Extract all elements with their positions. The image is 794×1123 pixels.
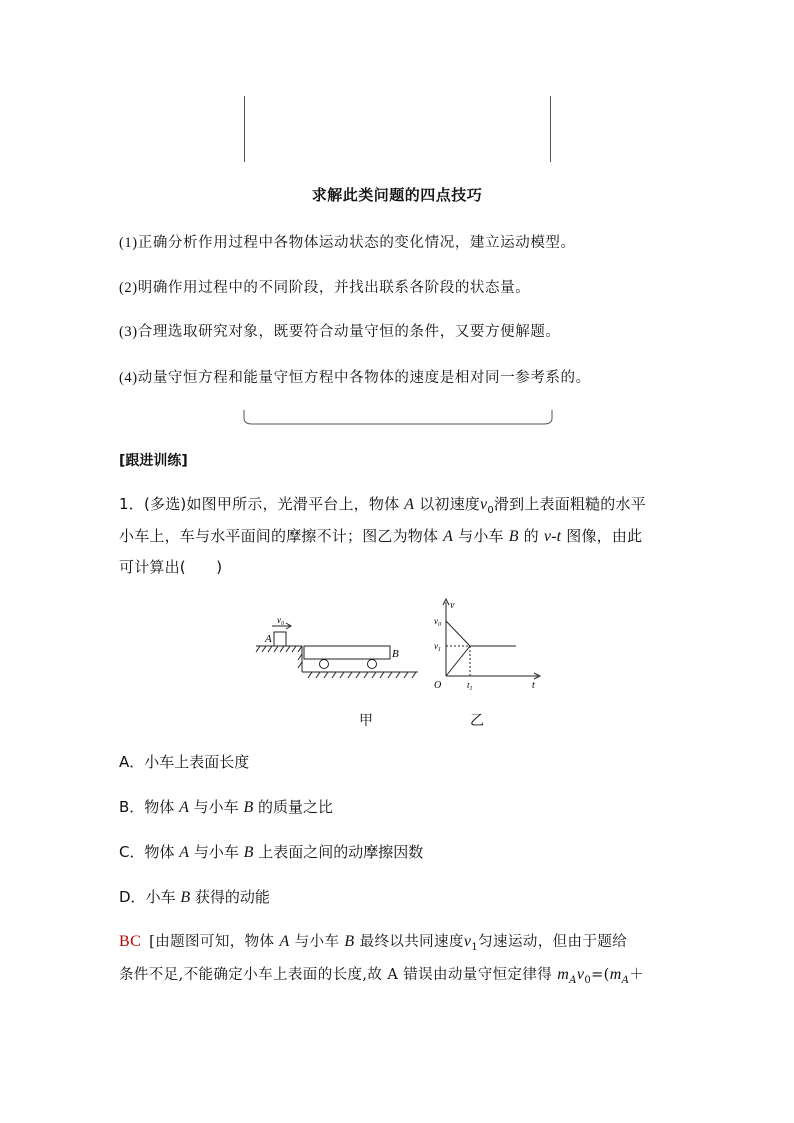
option-b: B．物体 A 与小车 B 的质量之比 [119, 798, 334, 816]
svg-text:O: O [434, 680, 442, 691]
block-a [274, 632, 286, 646]
option-d: D．小车 B 获得的动能 [119, 888, 270, 906]
svg-text:B: B [392, 648, 399, 660]
option-a: A．小车上表面长度 [119, 753, 250, 771]
line-b-velocity [446, 646, 470, 676]
figure-left-caption: 甲 [359, 713, 373, 729]
question-line-2: 小车上，车与水平面间的摩擦不计；图乙为物体 A 与小车 B 的 v-t 图像，由此 [119, 527, 643, 545]
cart-b [304, 646, 390, 659]
answer-line-2: 条件不足,不能确定小车上表面的长度,故 A 错误由动量守恒定律得 $m_Av_0=(m_A+$ [119, 966, 645, 986]
svg-text:v0: $v_0$ [434, 616, 441, 628]
svg-text:v1: $v_1$ [434, 641, 441, 653]
box-left-bracket [244, 96, 245, 162]
option-c: C．物体 A 与小车 B 上表面之间的动摩擦因数 [119, 843, 424, 861]
tip-item-4: (4)动量守恒方程和能量守恒方程中各物体的速度是相对同一参考系的。 [119, 370, 591, 386]
svg-text:v: v [450, 600, 455, 611]
question-line-3: 可计算出( ) [119, 558, 223, 576]
tip-item-3: (3)合理选取研究对象，既要符合动量守恒的条件，又要方便解题。 [119, 324, 561, 340]
box-bottom-bracket [240, 404, 556, 428]
answer-key: BC [119, 933, 142, 950]
svg-text:A: A [265, 633, 272, 645]
answer-line-1: BC [由题图可知，物体 A 与小车 B 最终以共同速度$v_1$匀速运动，但由于题给 [119, 933, 628, 953]
tip-item-2: (2)明确作用过程中的不同阶段，并找出联系各阶段的状态量。 [119, 280, 531, 296]
box-right-bracket [550, 96, 551, 162]
line-a-velocity [446, 621, 470, 646]
figure-right-caption: 乙 [470, 713, 484, 729]
figure-right-vt-graph [430, 596, 550, 692]
tip-item-1: (1)正确分析作用过程中各物体运动状态的变化情况，建立运动模型。 [119, 235, 576, 251]
tips-title: 求解此类问题的四点技巧 [311, 186, 483, 204]
svg-text:v0: $v_0$ [277, 615, 284, 627]
svg-text:t1: $t_1$ [467, 680, 473, 692]
section-heading: [跟进训练] [119, 453, 188, 469]
figure-left-diagram [250, 612, 422, 678]
question-line-1: 1．(多选)如图甲所示，光滑平台上，物体 A 以初速度$v_0$滑到上表面粗糙的水平 [119, 495, 646, 516]
svg-text:t: t [532, 680, 535, 691]
